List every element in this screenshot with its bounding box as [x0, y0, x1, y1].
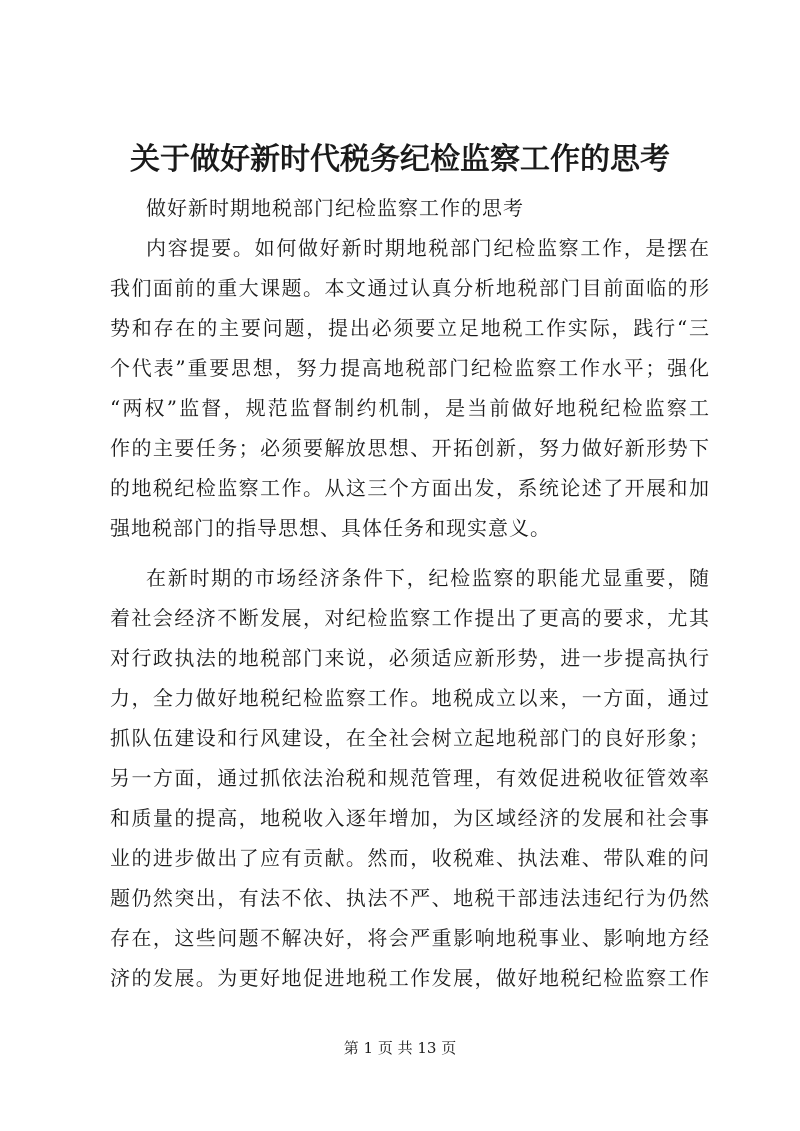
paragraph-line: 势和存在的主要问题，提出必须要立足地税工作实际，践行“三	[110, 316, 710, 340]
paragraph-line: “两权”监督，规范监督制约机制，是当前做好地税纪检监察工	[110, 396, 710, 420]
paragraph-line: 力，全力做好地税纪检监察工作。地税成立以来，一方面，通过	[110, 686, 710, 710]
document-body	[110, 188, 710, 998]
paragraph-line: 济的发展。为更好地促进地税工作发展，做好地税纪检监察工作	[110, 966, 710, 990]
paragraph-line: 的地税纪检监察工作。从这三个方面出发，系统论述了开展和加	[110, 476, 710, 500]
paragraph-line: 抓队伍建设和行风建设，在全社会树立起地税部门的良好形象；	[110, 726, 710, 750]
paragraph-line: 个代表”重要思想，努力提高地税部门纪检监察工作水平；强化	[110, 356, 710, 380]
paragraph-spacer	[110, 548, 710, 558]
subtitle-line: 做好新时期地税部门纪检监察工作的思考	[146, 196, 524, 220]
paragraph-line: 题仍然突出，有法不依、执法不严、地税干部违法违纪行为仍然	[110, 886, 710, 910]
paragraph-line: 在新时期的市场经济条件下，纪检监察的职能尤显重要，随	[146, 566, 710, 590]
paragraph-line: 强地税部门的指导思想、具体任务和现实意义。	[110, 516, 551, 540]
paragraph-line: 内容提要。如何做好新时期地税部门纪检监察工作，是摆在	[146, 236, 710, 260]
paragraph-line: 业的进步做出了应有贡献。然而，收税难、执法难、带队难的问	[110, 846, 710, 870]
document-title: 关于做好新时代税务纪检监察工作的思考	[130, 142, 670, 177]
paragraph-line: 作的主要任务；必须要解放思想、开拓创新，努力做好新形势下	[110, 436, 710, 460]
paragraph-line: 着社会经济不断发展，对纪检监察工作提出了更高的要求，尤其	[110, 606, 710, 630]
paragraph-line: 和质量的提高，地税收入逐年增加，为区域经济的发展和社会事	[110, 806, 710, 830]
paragraph-line: 对行政执法的地税部门来说，必须适应新形势，进一步提高执行	[110, 646, 710, 670]
page-number: 第 1 页 共 13 页	[343, 1039, 457, 1057]
paragraph-line: 存在，这些问题不解决好，将会严重影响地税事业、影响地方经	[110, 926, 710, 950]
paragraph-line: 另一方面，通过抓依法治税和规范管理，有效促进税收征管效率	[110, 766, 710, 790]
paragraph-line: 我们面前的重大课题。本文通过认真分析地税部门目前面临的形	[110, 276, 710, 300]
